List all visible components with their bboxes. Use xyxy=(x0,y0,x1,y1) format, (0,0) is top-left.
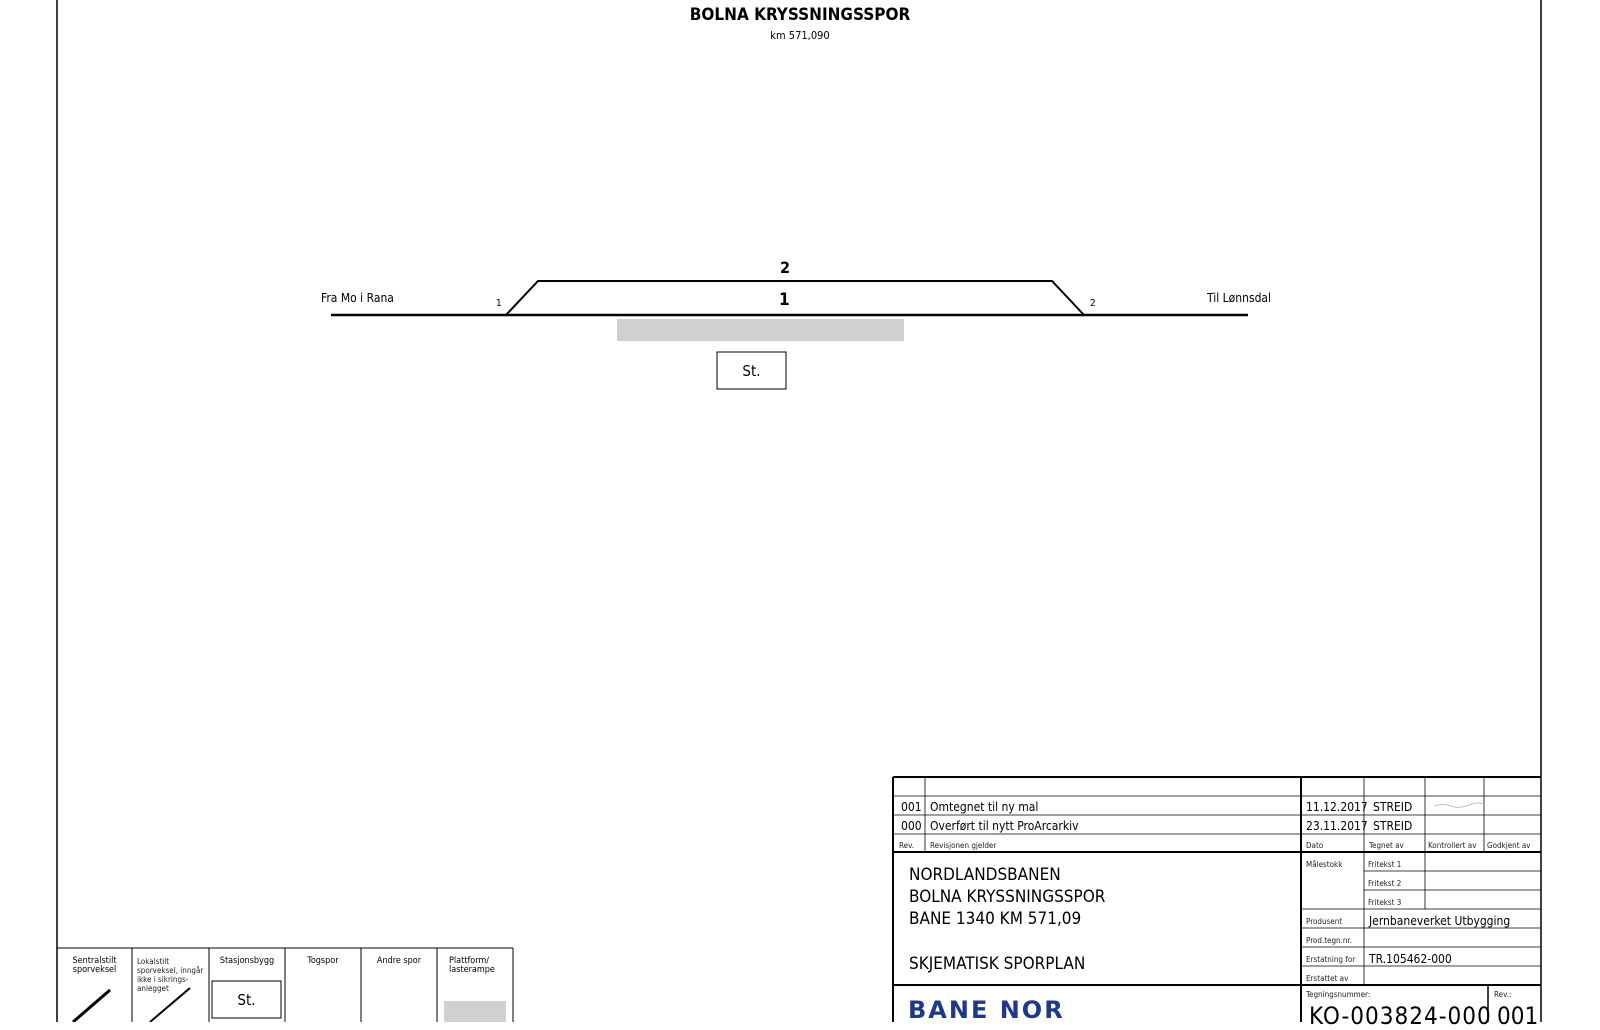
platform-block xyxy=(617,319,904,341)
producer-value: Jernbaneverket Utbygging xyxy=(1369,914,1511,928)
revision-label: Rev.: xyxy=(1494,990,1512,999)
replacement-for-label: Erstatning for xyxy=(1306,955,1356,964)
rev-column-header: Rev. xyxy=(899,841,914,850)
producer-label: Produsent xyxy=(1306,917,1343,926)
title-line-railway: NORDLANDSBANEN xyxy=(909,865,1061,885)
drawing-number-value: KO-003824-000 xyxy=(1309,1002,1492,1030)
revision-row-date: 23.11.2017 xyxy=(1306,819,1368,833)
legend-station-building: Stasjonsbygg xyxy=(219,956,275,966)
replacement-for-value: TR.105462-000 xyxy=(1369,952,1452,966)
station-building-label: St. xyxy=(742,362,761,380)
drawing-number-label: Tegningsnummer: xyxy=(1306,990,1371,999)
approved-by-column-header: Godkjent av xyxy=(1487,841,1531,850)
switch-1-label: 1 xyxy=(496,298,502,309)
legend-station-symbol: St. xyxy=(237,991,256,1009)
title-line-station: BOLNA KRYSSNINGSSPOR xyxy=(909,887,1106,907)
drawing-subtitle: SKJEMATISK SPORPLAN xyxy=(909,954,1086,974)
free-text-2-label: Fritekst 2 xyxy=(1368,879,1402,888)
track-2-label: 2 xyxy=(780,258,791,277)
bane-nor-logo: BANE NOR xyxy=(908,996,1065,1024)
free-text-1-label: Fritekst 1 xyxy=(1368,860,1402,869)
switch-2-label: 2 xyxy=(1090,298,1096,309)
central-switch-symbol xyxy=(73,990,110,1022)
drawing-title: BOLNA KRYSSNINGSSPOR xyxy=(689,5,911,25)
replaced-by-label: Erstattet av xyxy=(1306,974,1349,983)
production-drawing-label: Prod.tegn.nr. xyxy=(1306,936,1352,945)
legend-platform-symbol xyxy=(444,1001,506,1022)
title-line-track-km: BANE 1340 KM 571,09 xyxy=(909,909,1082,929)
local-switch-symbol xyxy=(150,988,190,1022)
date-column-header: Dato xyxy=(1306,841,1324,850)
revision-text-column-header: Revisjonen gjelder xyxy=(930,841,997,850)
legend-local-switch: Lokalstilt sporveksel, inngår ikke i sikrings-anlegget xyxy=(137,957,204,993)
revision-row-date: 11.12.2017 xyxy=(1306,800,1368,814)
revision-row-text: Omtegnet til ny mal xyxy=(930,800,1039,814)
legend-train-track: Togspor xyxy=(307,956,339,966)
destination-label: Til Lønnsdal xyxy=(1207,291,1272,305)
scale-label: Målestokk xyxy=(1306,860,1343,869)
km-marker: km 571,090 xyxy=(770,29,830,42)
checked-by-column-header: Kontrollert av xyxy=(1428,841,1477,850)
revision-row-text: Overført til nytt ProArcarkiv xyxy=(930,819,1079,833)
free-text-3-label: Fritekst 3 xyxy=(1368,898,1402,907)
revision-row-drawn: STREID xyxy=(1373,800,1413,814)
legend-central-switch: Sentralstilt sporveksel xyxy=(72,956,117,975)
legend-platform: Plattform/ lasterampe xyxy=(449,956,495,975)
track-1-label: 1 xyxy=(779,290,790,310)
origin-label: Fra Mo i Rana xyxy=(321,291,394,305)
legend-other-track: Andre spor xyxy=(376,956,422,966)
drawn-by-column-header: Tegnet av xyxy=(1369,841,1404,850)
revision-value: 001 xyxy=(1497,1002,1539,1030)
revision-row-number: 000 xyxy=(901,819,922,833)
revision-row-drawn: STREID xyxy=(1373,819,1413,833)
signature-mark xyxy=(1435,803,1485,807)
revision-row-number: 001 xyxy=(901,800,922,814)
